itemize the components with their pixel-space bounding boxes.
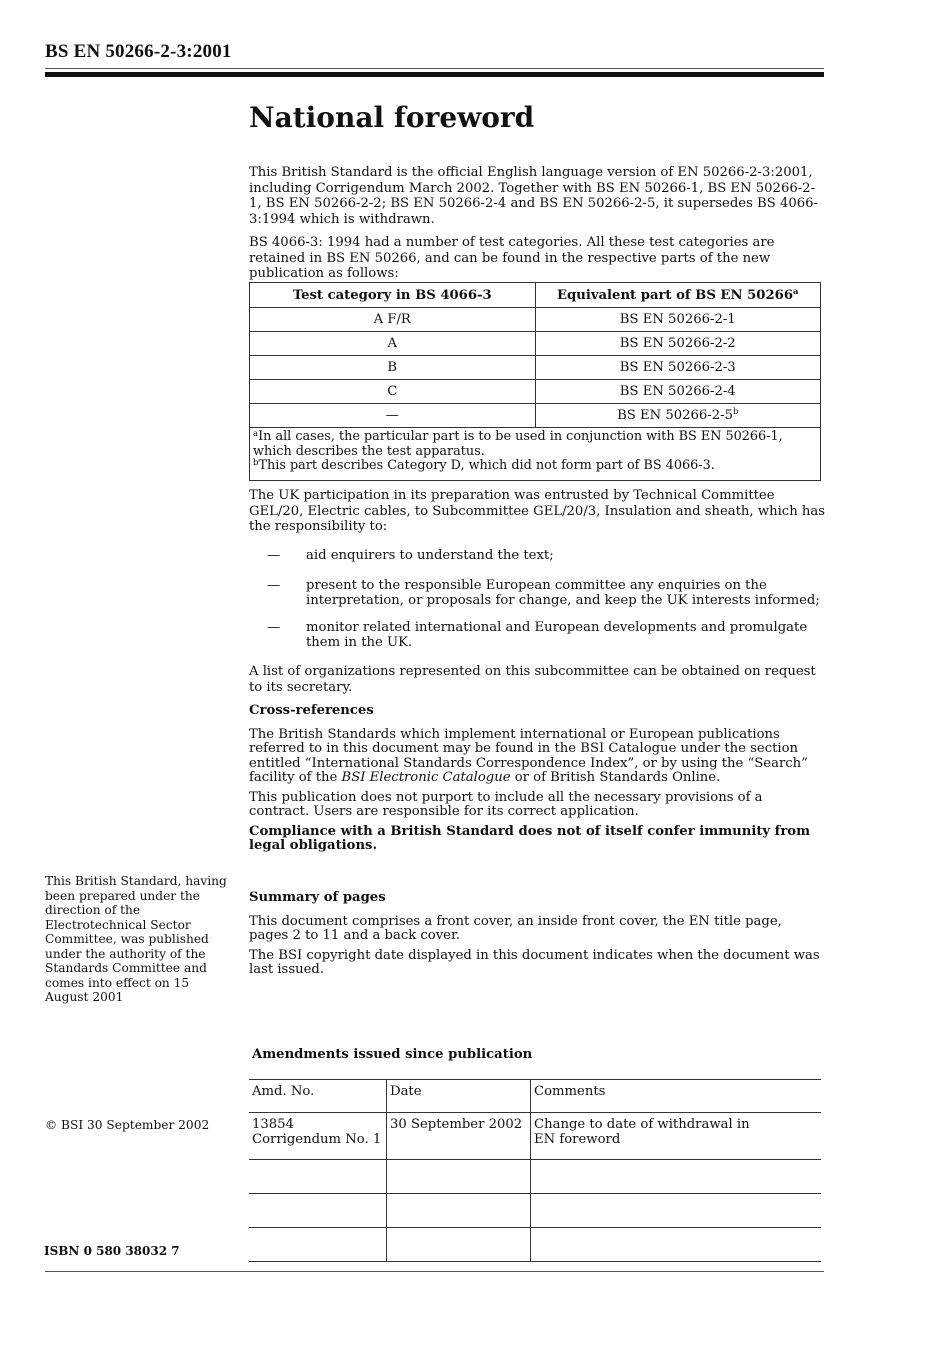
- category-cell: A F/R: [250, 308, 536, 332]
- organizations-paragraph: A list of organizations represented on this subcommittee can be obtained on request to its secretary.: [249, 664, 816, 695]
- table-row: [250, 356, 821, 380]
- summary-paragraph-1: This document comprises a front cover, an inside front cover, the EN title page, pages 2 to 11 and a back cover.: [249, 913, 782, 943]
- cross-references-paragraph-2: This publication does not purport to include all the necessary provisions of a contract. Users are responsible for its correct application.: [249, 789, 763, 819]
- amd-no-cell: 13854 Corrigendum No. 1: [249, 1113, 387, 1160]
- part-cell: BS EN 50266-2-4: [535, 380, 821, 404]
- date-header: Date: [387, 1080, 531, 1113]
- part-cell: BS EN 50266-2-5$^b$: [535, 404, 821, 428]
- footnote-cell: [250, 428, 821, 481]
- empty-cell: [387, 1228, 531, 1262]
- isbn: ISBN 0 580 38032 7: [44, 1244, 180, 1258]
- table-row: [249, 1194, 821, 1228]
- amd-no-header: Amd. No.: [249, 1080, 387, 1113]
- empty-cell: [531, 1228, 822, 1262]
- date-cell: 30 September 2002: [387, 1113, 531, 1160]
- table-row: [249, 1160, 821, 1194]
- empty-cell: [249, 1228, 387, 1262]
- footer-rule: [45, 1271, 824, 1272]
- intro-section: [249, 165, 825, 282]
- amendments-table: [249, 1079, 821, 1262]
- intro-paragraph-1: This British Standard is the official English language version of EN 50266-2-3:2001, including Corrigendum March 2002. Together with BS EN 50266-1, BS EN 50266-2-1, BS EN 50266-2-2; BS EN 50266-2-4 and BS EN 50266-2-5, it supersedes BS 4066-3:1994 which is withdrawn.: [249, 165, 818, 227]
- category-cell: C: [250, 380, 536, 404]
- category-table-header: [250, 283, 821, 308]
- empty-cell: [531, 1194, 822, 1228]
- part-cell: BS EN 50266-2-2: [535, 332, 821, 356]
- empty-cell: [531, 1160, 822, 1194]
- table-row: [250, 332, 821, 356]
- category-cell: A: [250, 332, 536, 356]
- cross-references-heading: Cross-references: [249, 703, 374, 718]
- comments-cell: Change to date of withdrawal in EN foreword: [531, 1113, 822, 1160]
- part-column-header: Equivalent part of BS EN 50266$^a$: [535, 283, 821, 308]
- table-row: [249, 1113, 821, 1160]
- sidebar-note: This British Standard, having been prepared under the direction of the Electrotechnical Sector Committee, was published under the authority of the Standards Committee and comes into effect on 15 August 2001: [45, 874, 227, 1004]
- empty-cell: [387, 1160, 531, 1194]
- compliance-statement: Compliance with a British Standard does not of itself confer immunity from legal obligations.: [249, 823, 811, 853]
- comments-header: Comments: [531, 1080, 822, 1113]
- page-title: National foreword: [249, 101, 535, 134]
- header-rule-thin: [45, 68, 824, 69]
- category-table: [249, 282, 821, 481]
- participation-paragraph: The UK participation in its preparation was entrusted by Technical Committee GEL/20, Electric cables, to Subcommittee GEL/20/3, Insulation and sheath, which has the responsibility to:: [249, 488, 826, 534]
- summary-section: [249, 890, 825, 978]
- table-row: [249, 1228, 821, 1262]
- category-cell: B: [250, 356, 536, 380]
- amendments-header-row: [249, 1080, 821, 1113]
- intro-paragraph-2: BS 4066-3: 1994 had a number of test categories. All these test categories are retained in BS EN 50266, and can be found in the respective parts of the new publication as follows:: [249, 235, 775, 281]
- empty-cell: [387, 1194, 531, 1228]
- category-cell: —: [250, 404, 536, 428]
- table-footnotes: [250, 428, 821, 481]
- category-column-header: Test category in BS 4066-3: [250, 283, 536, 308]
- amendments-heading: Amendments issued since publication: [252, 1047, 533, 1062]
- table-row: [250, 308, 821, 332]
- cross-references-paragraph-1: The British Standards which implement international or European publications referred to in this document may be found in the BSI Catalogue under the section entitled “International Standards Correspondence Index”, or by using the “Search” facility of the BSI Electronic Catalogue or of British Standards Online.: [249, 726, 808, 785]
- empty-cell: [249, 1194, 387, 1228]
- summary-heading: Summary of pages: [249, 890, 386, 905]
- copyright-notice: © BSI 30 September 2002: [45, 1118, 210, 1132]
- footnote-b: $^b$This part describes Category D, which did not form part of BS 4066-3.: [253, 458, 715, 473]
- empty-cell: [249, 1160, 387, 1194]
- document-id: BS EN 50266-2-3:2001: [45, 41, 232, 62]
- part-cell: BS EN 50266-2-1: [535, 308, 821, 332]
- summary-paragraph-2: The BSI copyright date displayed in this document indicates when the document was last issued.: [249, 947, 820, 977]
- part-cell: BS EN 50266-2-3: [535, 356, 821, 380]
- footnote-a: $^a$In all cases, the particular part is to be used in conjunction with BS EN 50266-1, which describes the test apparatus.: [253, 429, 783, 459]
- cross-references-section: [249, 703, 825, 854]
- table-row: [250, 380, 821, 404]
- table-row: [250, 404, 821, 428]
- header-rule-thick: [45, 72, 824, 77]
